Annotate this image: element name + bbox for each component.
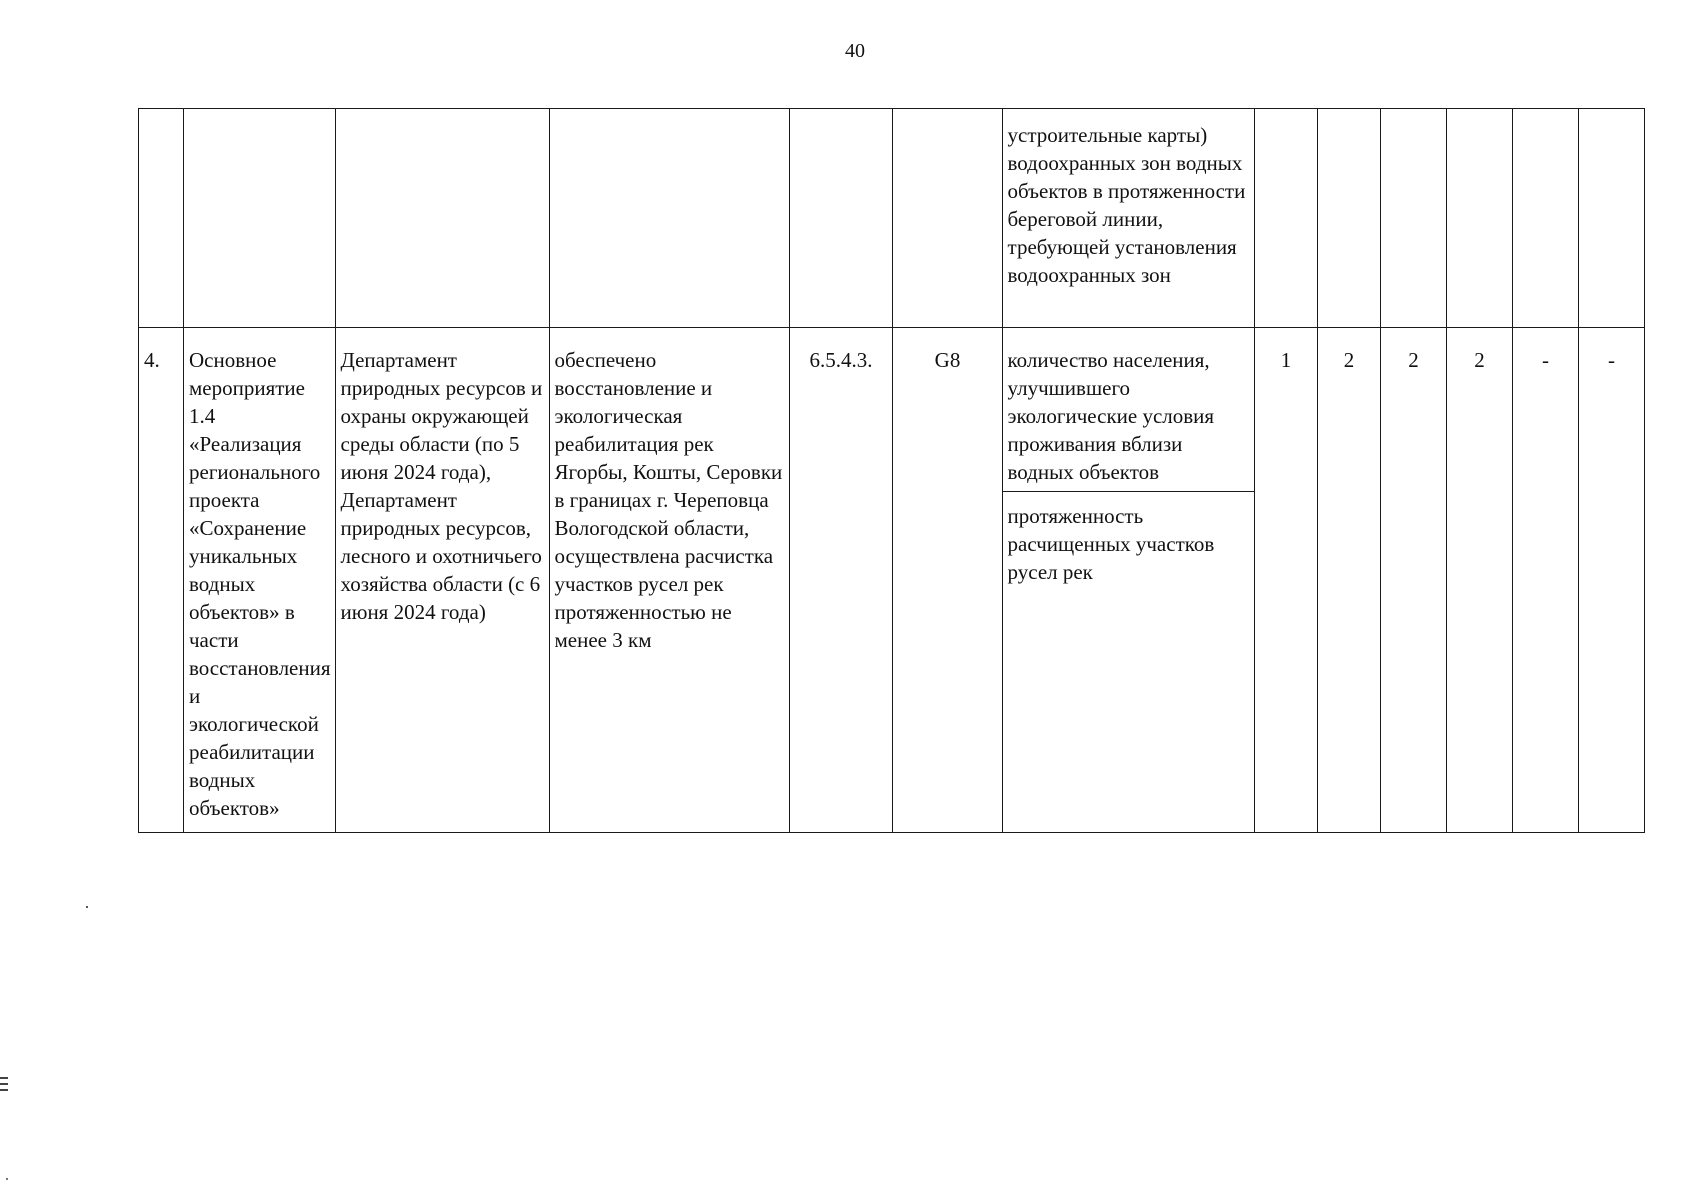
cell-event — [184, 109, 336, 328]
cell-goal-code: G8 — [892, 328, 1002, 833]
cell-result: обеспечено восстановление и экологическая реабилитация рек Ягорбы, Кошты, Серовки в границах г. Череповца Вологодской области, осуществлена расчистка участков русел рек протяженностью не менее 3 км — [549, 328, 789, 833]
cell-number: 4. — [139, 328, 184, 833]
cell-value — [1512, 109, 1578, 328]
cell-executor: Департамент природных ресурсов и охраны окружающей среды области (по 5 июня 2024 года), Департамент природных ресурсов, лесного и охотничьего хозяйства области (с 6 июня 2024 года) — [335, 328, 549, 833]
scan-edge-mark — [0, 1077, 8, 1079]
cell-result — [549, 109, 789, 328]
cell-value — [1317, 109, 1380, 328]
cell-indicator-2: протяженность расчищенных участков русел рек — [1002, 492, 1254, 833]
cell-value — [1446, 109, 1512, 328]
table-row-continuation — [139, 109, 1645, 328]
scan-artifact — [86, 906, 88, 908]
cell-value — [1254, 109, 1317, 328]
scan-artifact — [6, 1178, 8, 1180]
cell-value: 2 — [1380, 328, 1446, 833]
cell-event: Основное мероприятие 1.4 «Реализация регионального проекта «Сохранение уникальных водных объектов» в части восстановления и экологической реабилитации водных объектов» — [184, 328, 336, 833]
cell-code — [789, 109, 892, 328]
scan-edge-mark — [0, 1089, 8, 1091]
page-number: 40 — [845, 40, 865, 62]
cell-value: 2 — [1317, 328, 1380, 833]
cell-value: - — [1512, 328, 1578, 833]
program-table — [138, 108, 1645, 833]
cell-value — [1380, 109, 1446, 328]
scan-edge-mark — [0, 1083, 8, 1085]
cell-value: 2 — [1446, 328, 1512, 833]
cell-value — [1578, 109, 1644, 328]
cell-value: 1 — [1254, 328, 1317, 833]
cell-code: 6.5.4.3. — [789, 328, 892, 833]
cell-executor — [335, 109, 549, 328]
cell-indicator-continued: устроительные карты) водоохранных зон водных объектов в протяженности береговой линии, требующей установления водоохранных зон — [1002, 109, 1254, 328]
table-row-4 — [139, 328, 1645, 492]
cell-value: - — [1578, 328, 1644, 833]
cell-goal-code — [892, 109, 1002, 328]
cell-indicator-1: количество населения, улучшившего экологические условия проживания вблизи водных объектов — [1002, 328, 1254, 492]
cell-number — [139, 109, 184, 328]
